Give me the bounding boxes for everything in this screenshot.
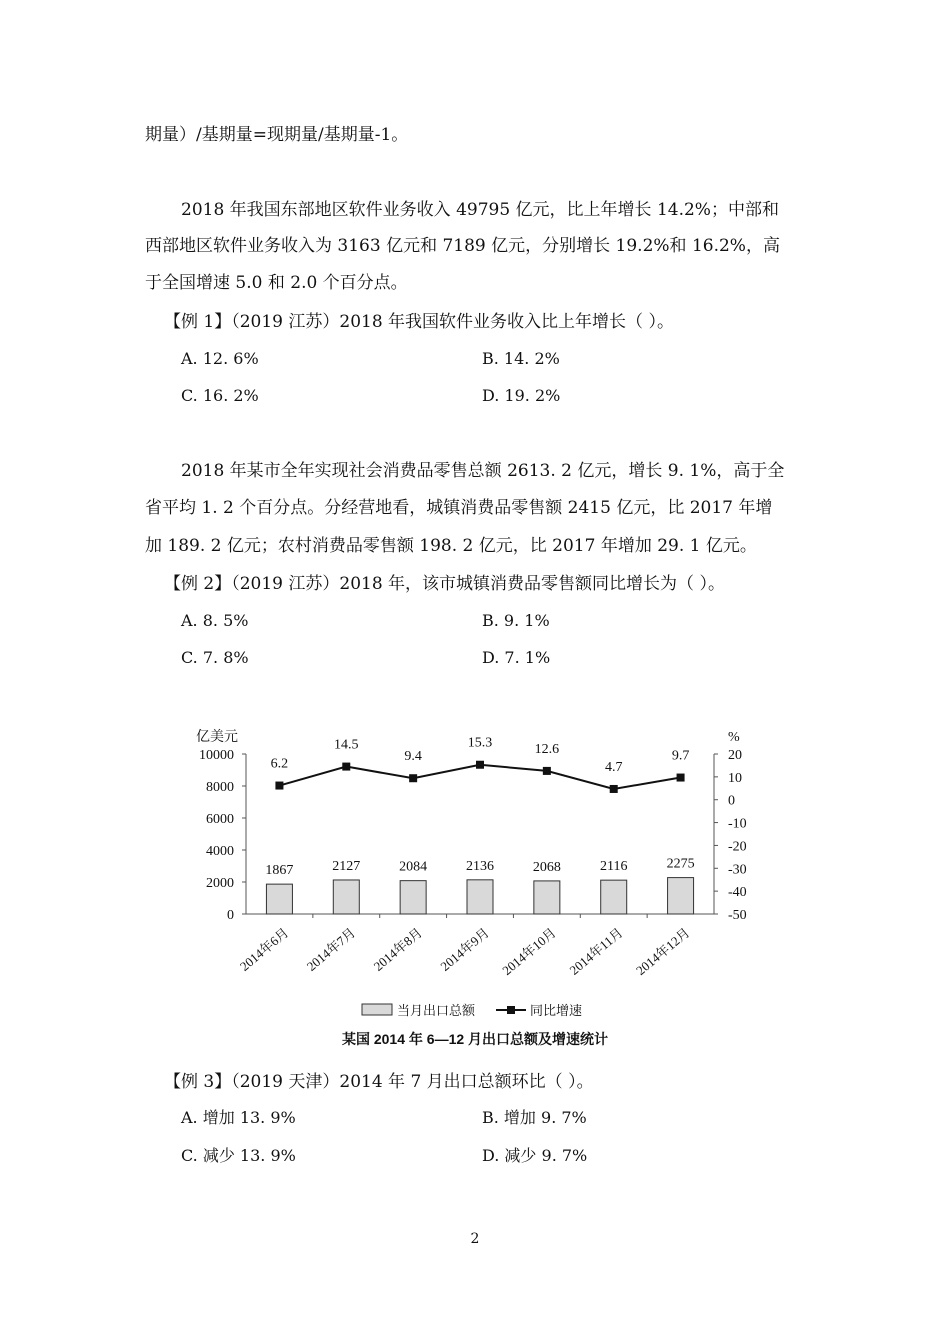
growth-data-label: 14.5 <box>334 737 359 753</box>
growth-data-label: 12.6 <box>534 741 560 757</box>
legend-line-label: 同比增速 <box>530 1003 583 1018</box>
intro-line: 期量）/基期量=现期量/基期量-1。 <box>145 125 409 145</box>
example-3-option-c: C. 减少 13. 9% <box>181 1146 296 1165</box>
growth-data-label: 9.7 <box>671 748 690 764</box>
bar <box>601 880 627 914</box>
example-1-option-d: D. 19. 2% <box>482 386 561 405</box>
growth-data-label: 9.4 <box>404 749 422 765</box>
example-2-option-a: A. 8. 5% <box>181 611 249 630</box>
bar <box>668 878 694 914</box>
example-1-option-c: C. 16. 2% <box>181 386 259 405</box>
example-1-option-a: A. 12. 6% <box>181 349 259 368</box>
bar-data-label: 2116 <box>599 859 628 875</box>
y-tick-right-label: 10 <box>728 770 742 786</box>
y-tick-left-label: 10000 <box>199 748 234 763</box>
y-tick-left-label: 8000 <box>206 780 234 795</box>
legend-bar-label: 当月出口总额 <box>397 1003 476 1018</box>
passage-1-line: 于全国增速 5.0 和 2.0 个百分点。 <box>145 273 408 293</box>
x-tick-label: 2014年7月 <box>303 924 359 974</box>
x-tick-label: 2014年9月 <box>437 924 492 974</box>
growth-point <box>677 774 685 782</box>
passage-1-line: 2018 年我国东部地区软件业务收入 49795 亿元，比上年增长 14.2%；中部和 <box>181 200 779 220</box>
passage-2-line: 加 189. 2 亿元；农村消费品零售额 198. 2 亿元，比 2017 年增加 29. 1 亿元。 <box>145 536 757 556</box>
y-tick-right-label: -30 <box>728 862 747 878</box>
example-3-option-b: B. 增加 9. 7% <box>482 1108 587 1127</box>
growth-data-label: 4.7 <box>604 759 623 775</box>
passage-1-line: 西部地区软件业务收入为 3163 亿元和 7189 亿元，分别增长 19.2%和 16.2%，高 <box>145 236 780 256</box>
y-tick-left-label: 4000 <box>206 844 234 859</box>
bar-data-label: 2084 <box>399 859 428 875</box>
example-1-question: 【例 1】（2019 江苏）2018 年我国软件业务收入比上年增长（ ）。 <box>164 312 674 332</box>
passage-2-line: 省平均 1. 2 个百分点。分经营地看，城镇消费品零售额 2415 亿元，比 2017 年增 <box>145 498 773 518</box>
growth-point <box>342 763 350 771</box>
growth-point <box>543 767 551 775</box>
example-3-question: 【例 3】（2019 天津）2014 年 7 月出口总额环比（ ）。 <box>164 1072 594 1092</box>
y-tick-right-label: 20 <box>728 748 742 763</box>
growth-point <box>275 782 283 790</box>
bar-data-label: 2275 <box>666 856 695 872</box>
legend-bar-swatch <box>362 1004 392 1015</box>
growth-data-label: 6.2 <box>270 756 289 772</box>
y-axis-right-label: % <box>728 730 740 745</box>
bar-data-label: 1867 <box>265 863 294 879</box>
example-2-option-c: C. 7. 8% <box>181 648 249 667</box>
example-2-question: 【例 2】（2019 江苏）2018 年，该市城镇消费品零售额同比增长为（ ）。 <box>164 574 725 594</box>
y-tick-left-label: 2000 <box>206 876 234 891</box>
growth-point <box>409 774 417 782</box>
bar <box>534 881 560 914</box>
bar <box>400 881 426 914</box>
x-tick-label: 2014年8月 <box>370 924 426 974</box>
example-2-option-b: B. 9. 1% <box>482 611 550 630</box>
x-tick-label: 2014年10月 <box>499 924 559 979</box>
legend-line-marker <box>507 1006 515 1014</box>
page-number: 2 <box>470 1231 480 1247</box>
growth-point <box>610 785 618 793</box>
y-tick-right-label: 0 <box>728 793 735 809</box>
example-2-option-d: D. 7. 1% <box>482 648 551 667</box>
example-3-option-d: D. 减少 9. 7% <box>482 1146 588 1165</box>
y-axis-left-label: 亿美元 <box>196 730 238 745</box>
x-tick-label: 2014年11月 <box>566 924 626 978</box>
y-tick-right-label: -10 <box>728 816 747 832</box>
bar <box>333 880 359 914</box>
y-tick-right-label: -20 <box>728 839 747 855</box>
y-tick-right-label: -40 <box>728 885 747 901</box>
x-tick-label: 2014年6月 <box>236 924 292 974</box>
y-tick-right-label: -50 <box>728 908 747 923</box>
example-1-option-b: B. 14. 2% <box>482 349 560 368</box>
bar-data-label: 2136 <box>466 858 494 874</box>
y-tick-left-label: 6000 <box>206 812 234 827</box>
bar-data-label: 2127 <box>332 858 361 874</box>
bar-data-label: 2068 <box>532 859 561 875</box>
growth-data-label: 15.3 <box>467 735 493 751</box>
growth-point <box>476 761 484 769</box>
bar <box>467 880 493 914</box>
passage-2-line: 2018 年某市全年实现社会消费品零售总额 2613. 2 亿元，增长 9. 1%，高于全 <box>181 461 785 481</box>
chart-title: 某国 2014 年 6—12 月出口总额及增速统计 <box>341 1031 609 1047</box>
bar <box>266 884 292 914</box>
y-tick-left-label: 0 <box>227 908 234 923</box>
x-tick-label: 2014年12月 <box>633 924 693 979</box>
example-3-option-a: A. 增加 13. 9% <box>181 1108 296 1127</box>
